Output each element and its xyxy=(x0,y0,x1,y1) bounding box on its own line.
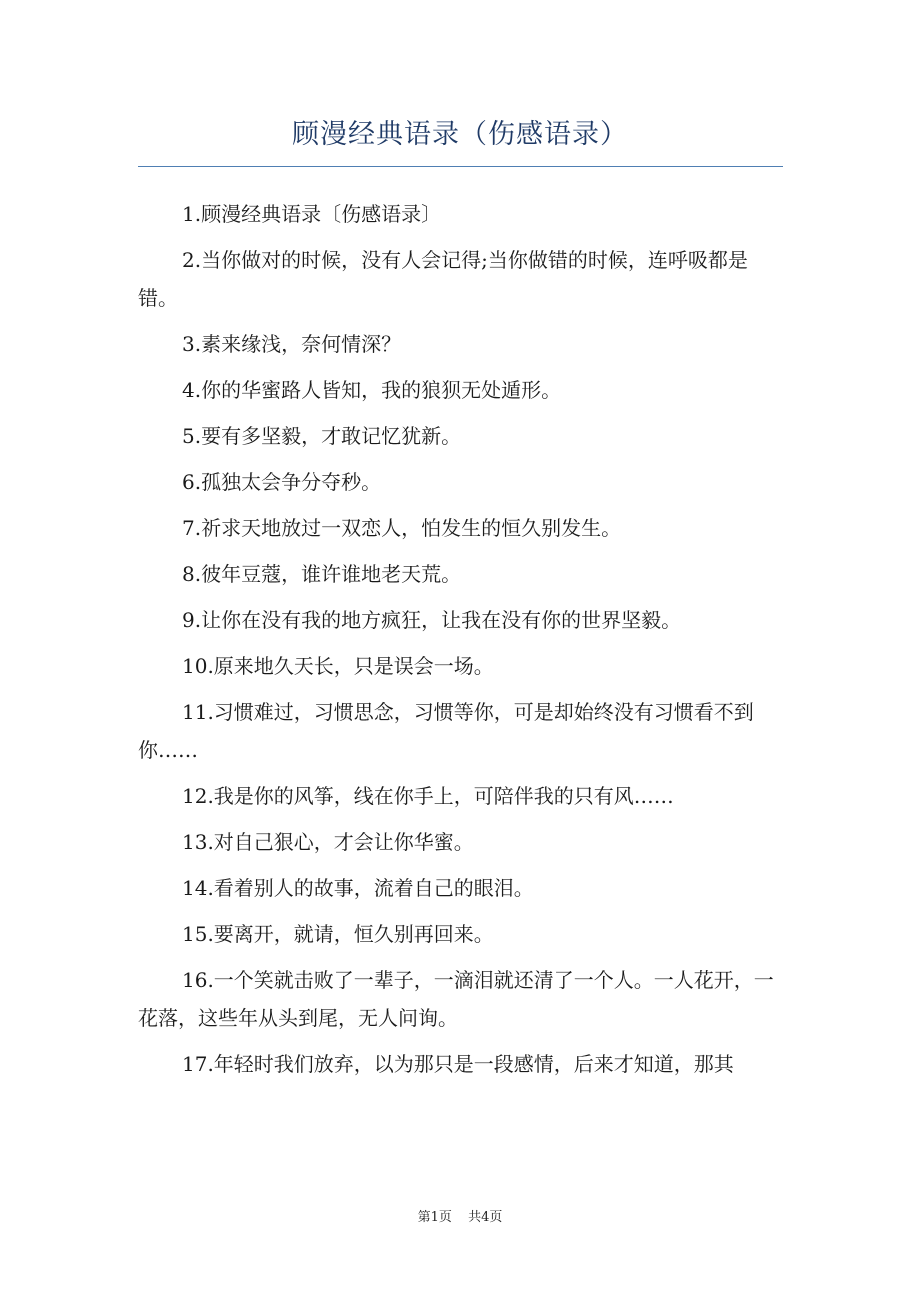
document-title: 顾漫经典语录（伤感语录） xyxy=(292,119,628,150)
quote-paragraph: 14.看着别人的故事，流着自己的眼泪。 xyxy=(182,876,534,900)
quote-paragraph: 6.孤独太会争分夺秒。 xyxy=(182,470,382,494)
quote-paragraph: 15.要离开，就请，恒久别再回来。 xyxy=(182,922,494,946)
quote-paragraph: 17.年轻时我们放弃，以为那只是一段感情，后来才知道，那其 xyxy=(182,1052,734,1076)
quote-paragraph: 10.原来地久天长，只是误会一场。 xyxy=(182,654,494,678)
page-number: 第1页 xyxy=(417,1210,452,1225)
quote-paragraph: 13.对自己狠心，才会让你华蜜。 xyxy=(182,830,474,854)
page-footer xyxy=(0,1206,920,1225)
quote-paragraph: 4.你的华蜜路人皆知，我的狼狈无处遁形。 xyxy=(182,378,562,402)
quote-paragraph: 5.要有多坚毅，才敢记忆犹新。 xyxy=(182,424,462,448)
quote-paragraph: 3.素来缘浅，奈何情深？ xyxy=(182,332,402,356)
document-body xyxy=(138,195,783,1091)
quote-paragraph: 8.彼年豆蔻，谁许谁地老天荒。 xyxy=(182,562,462,586)
page-total: 共4页 xyxy=(468,1210,503,1225)
quote-paragraph: 9.让你在没有我的地方疯狂，让我在没有你的世界坚毅。 xyxy=(182,608,682,632)
title-divider xyxy=(138,166,783,167)
quote-paragraph: 12.我是你的风筝，线在你手上，可陪伴我的只有风…… xyxy=(182,784,674,808)
quote-paragraph: 16.一个笑就击败了一辈子，一滴泪就还清了一个人。一人花开，一花落，这些年从头到尾，无人问询。 xyxy=(138,968,774,1030)
quote-paragraph: 11.习惯难过，习惯思念，习惯等你，可是却始终没有习惯看不到你…… xyxy=(138,700,754,762)
quote-paragraph: 2.当你做对的时候，没有人会记得;当你做错的时候，连呼吸都是错。 xyxy=(138,248,748,310)
quote-paragraph: 1.顾漫经典语录〔伤感语录〕 xyxy=(182,202,442,226)
quote-paragraph: 7.祈求天地放过一双恋人，怕发生的恒久别发生。 xyxy=(182,516,622,540)
